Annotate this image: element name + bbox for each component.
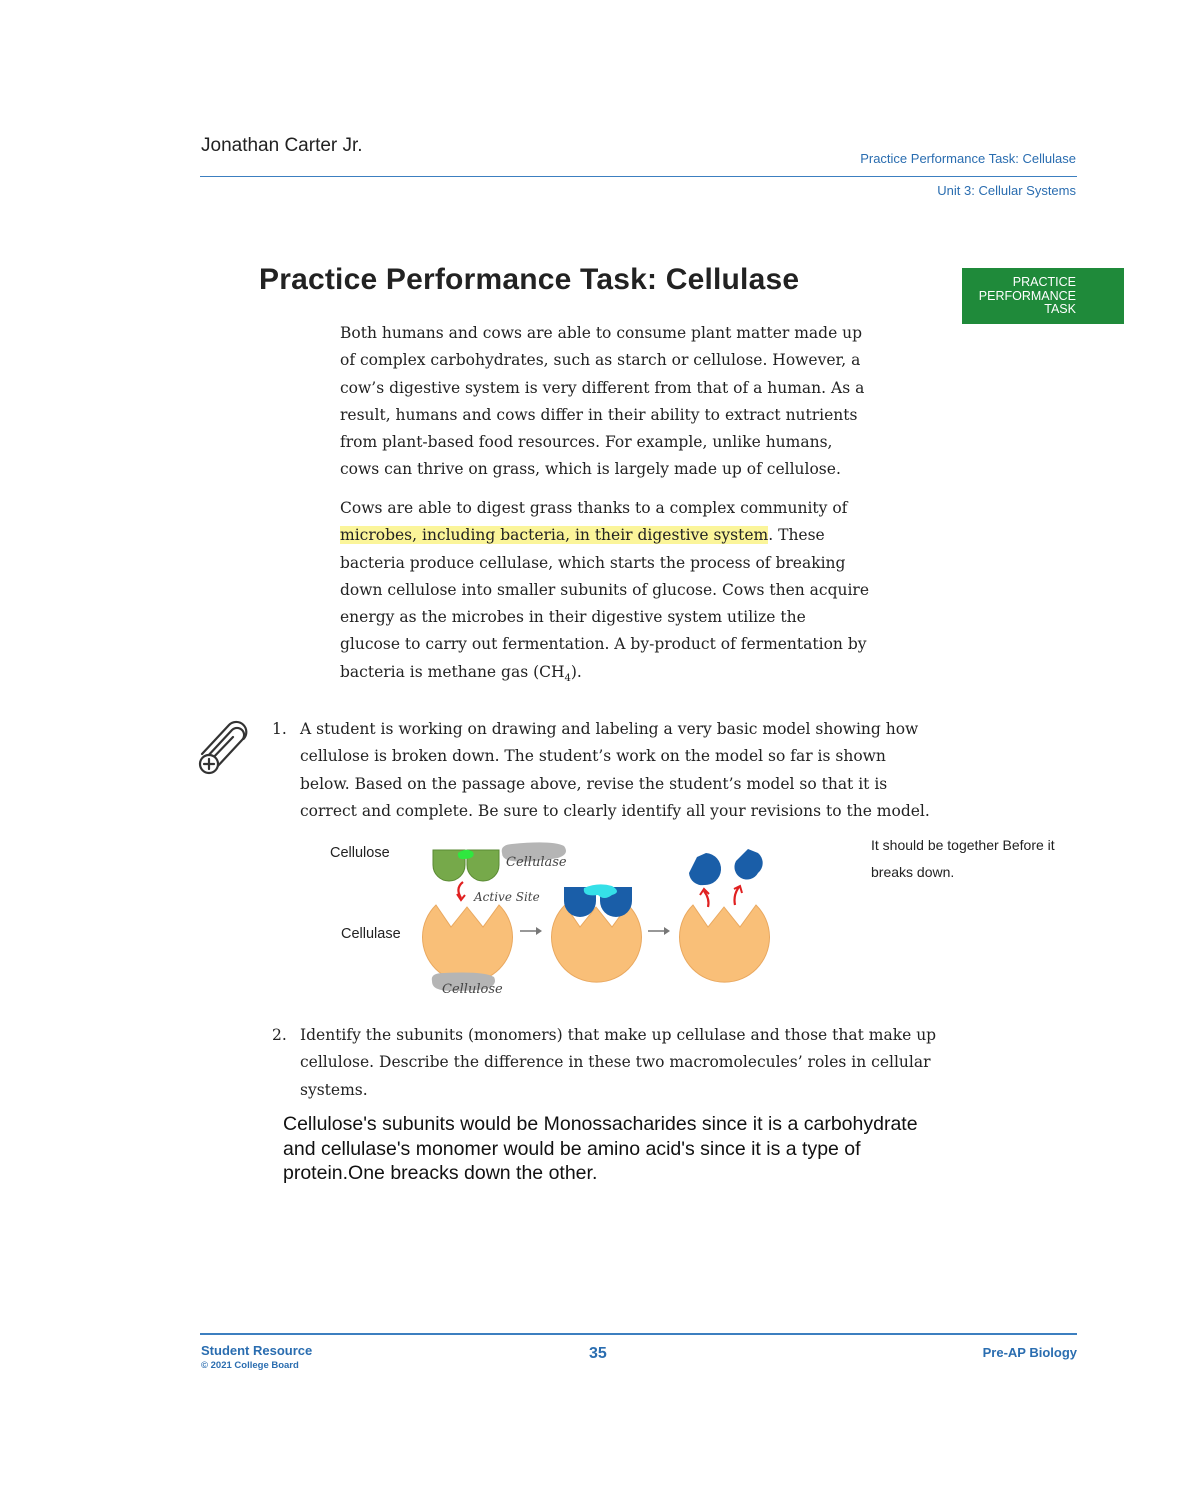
- header-task-title: Practice Performance Task: Cellulase: [860, 151, 1076, 166]
- handwritten-cellulose: Cellulose: [442, 982, 503, 997]
- page-title: Practice Performance Task: Cellulase: [259, 263, 800, 296]
- page-number: 35: [589, 1345, 607, 1362]
- badge-line: PERFORMANCE: [978, 288, 1076, 303]
- subscript: 4: [564, 672, 571, 684]
- diagram-label-cellulase: Cellulase: [341, 926, 401, 942]
- question-number: 2.: [272, 1026, 287, 1044]
- student-name: Jonathan Carter Jr.: [201, 135, 363, 156]
- passage-text: . These bacteria produce cellulase, which starts the process of breaking down cellulose into smaller subunits of glucose. Cows then acquire energy as the microbes in their digestive system utilize the glucose to carry out fermentation. A by-product of fermentation by bacteria is methane gas (CH: [340, 526, 870, 681]
- diagram-drawing: [320, 835, 820, 1010]
- question-text: Identify the subunits (monomers) that make up cellulase and those that make up cellulose. Describe the difference in these two macromolecules’ roles in cellular systems.: [300, 1026, 937, 1099]
- answer-question-2: Cellulose's subunits would be Monossacharides since it is a carbohydrate and cellulase's monomer would be amino acid's since it is a type of protein.One breacks down the other.: [283, 1113, 918, 1184]
- footer-resource: Student Resource: [201, 1343, 313, 1358]
- side-note-answer: It should be together Before it breaks down.: [871, 837, 1055, 880]
- badge-line: PRACTICE: [1012, 275, 1076, 289]
- question-number: 1.: [272, 720, 287, 738]
- highlighted-text: microbes, including bacteria, in their digestive system: [340, 526, 769, 545]
- footer-course: Pre-AP Biology: [982, 1345, 1077, 1360]
- diagram-label-cellulose: Cellulose: [330, 845, 390, 861]
- handwritten-cellulase: Cellulase: [506, 855, 567, 870]
- footer-copyright: © 2021 College Board: [201, 1360, 299, 1371]
- question-1: [272, 716, 940, 825]
- paperclip-plus-icon: [196, 718, 248, 776]
- glucose-product-right: [734, 849, 762, 880]
- glucose-product-left: [689, 853, 721, 885]
- handwritten-active-site: Active Site: [474, 890, 540, 904]
- badge-line: TASK: [1044, 302, 1076, 316]
- passage-text: Cows are able to digest grass thanks to a complex community of: [340, 499, 848, 517]
- cellulase-enzyme-2: [552, 905, 642, 982]
- cellulase-enzyme-3: [680, 905, 770, 982]
- footer-left: [201, 1343, 312, 1371]
- question-text: A student is working on drawing and labeling a very basic model showing how cellulose is broken down. The student’s work on the model so far is shown below. Based on the passage above, revise the student’s model so that it is correct and complete. Be sure to clearly identify all your revisions to the model.: [300, 720, 930, 820]
- red-arrow-3: [735, 887, 740, 905]
- footer-divider: [200, 1333, 1077, 1335]
- passage-paragraph-2: [340, 495, 870, 692]
- passage-text: ).: [570, 662, 582, 681]
- header-divider: [200, 176, 1077, 177]
- cellulose-model-diagram: [320, 835, 820, 1010]
- question-2: [272, 1022, 940, 1104]
- passage-paragraph-1: Both humans and cows are able to consume plant matter made up of complex carbohydrates, such as starch or cellulose. However, a cow’s digestive system is very different from that of a human. As a result, humans and cows differ in their ability to extract nutrients from plant-based food resources. For example, unlike humans, cows can thrive on grass, which is largely made up of cellulose.: [340, 324, 865, 479]
- cellulase-enzyme-1: [423, 905, 513, 982]
- header-unit: Unit 3: Cellular Systems: [937, 183, 1076, 198]
- practice-task-badge: [962, 268, 1124, 324]
